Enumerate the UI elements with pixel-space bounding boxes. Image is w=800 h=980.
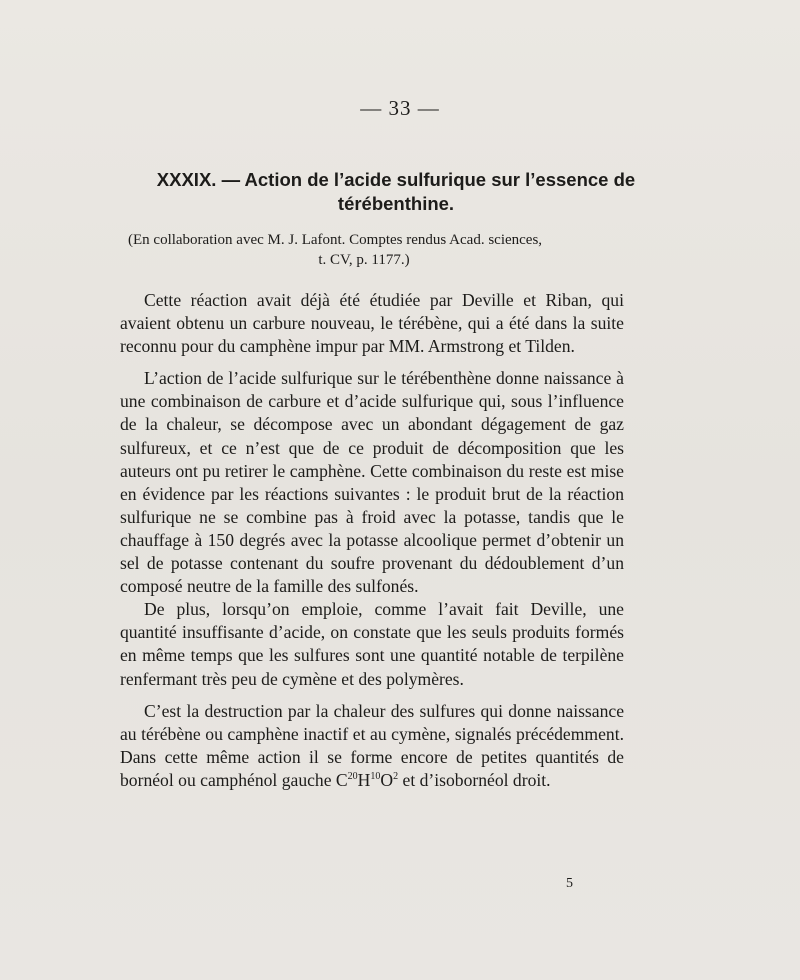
formula-sup-3: 2 bbox=[393, 770, 399, 782]
page-number: — 33 — bbox=[360, 96, 440, 120]
entry-title bbox=[116, 168, 676, 216]
entry-reference bbox=[128, 230, 600, 270]
entry-number: XXXIX. bbox=[156, 169, 217, 190]
formula-sup-2: 10 bbox=[370, 770, 381, 782]
formula-sup-1: 20 bbox=[347, 770, 358, 782]
reference-line-2: t. CV, p. 1177.) bbox=[318, 252, 410, 268]
reference-line-1: (En collaboration avec M. J. Lafont. Comptes rendus Acad. sciences, bbox=[128, 232, 543, 248]
paragraph-4 bbox=[120, 700, 624, 792]
signature-mark: 5 bbox=[566, 876, 573, 891]
paragraph-4-end: et d’isobornéol droit. bbox=[398, 769, 551, 790]
formula-o: O bbox=[380, 769, 394, 790]
entry-title-text: — Action de l’acide sulfurique sur l’essence de térébenthine. bbox=[221, 169, 636, 214]
formula-h: H bbox=[357, 769, 371, 790]
paragraph-2: L’action de l’acide sulfurique sur le térébenthène donne naissance à une combinaison de carbure et d’acide sulfurique qui, sous l’influence de la chaleur, se décompose avec un abondant dégagement de gaz sulfureux, et ce n’est que de ce produit de décomposition que les auteurs ont pu retirer le camphène. Cette combinaison du reste est mise en évidence par les réactions suivantes : le produit brut de la réaction sulfurique ne se combine pas à froid avec la potasse, tandis que le chauffage à 150 degrés avec la potasse alcoolique permet d’obtenir un sel de potasse contenant du soufre provenant du dédoublement d’un composé neutre de la famille des sulfonés. bbox=[120, 368, 624, 597]
body-text bbox=[120, 289, 624, 801]
paragraph-3: De plus, lorsqu’on emploie, comme l’avait fait Deville, une quantité insuffisante d’acide, on constate que les seuls produits formés en même temps que les sulfures sont une quantité notable de terpilène renfermant très peu de cymène et des polymères. bbox=[120, 599, 624, 689]
paragraph-1: Cette réaction avait déjà été étudiée par Deville et Riban, qui avaient obtenu un carbure nouveau, le térébène, qui a été dans la suite reconnu pour du camphène impur par MM. Armstrong et Tilden. bbox=[120, 290, 624, 357]
paragraph-4-text: C’est la destruction par la chaleur des sulfures qui donne naissance au térébène ou camphène inactif et au cymène, signalés précédemment. Dans cette même action il se forme encore de petites quantités de bornéol ou camphénol gauche C bbox=[120, 700, 624, 790]
